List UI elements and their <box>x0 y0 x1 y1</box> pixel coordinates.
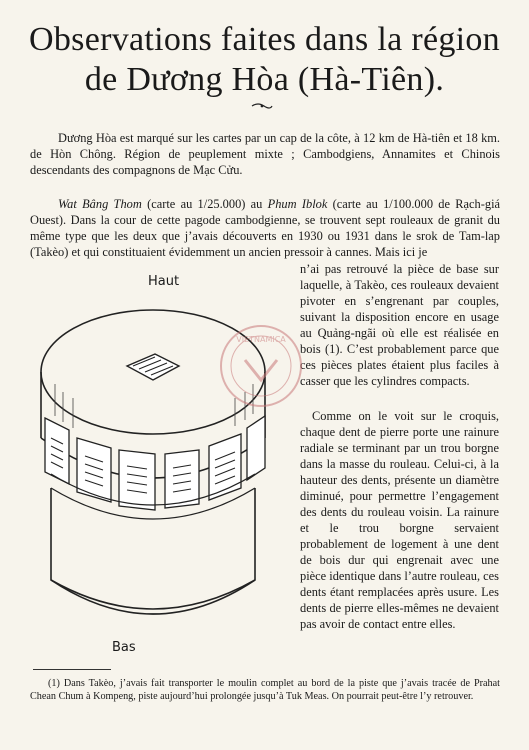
label-bottom: Bas <box>112 640 136 655</box>
library-stamp <box>215 320 307 412</box>
paragraph-2-continued <box>300 261 499 389</box>
page-title <box>20 20 509 100</box>
stamp-text: VIETNAMICA <box>236 335 286 344</box>
paragraph-3-text: Comme on le voit sur le croquis, chaque dent de pierre porte une rainure radiale se terminant par un trou borgne dans la masse du rouleau. Celui-ci, à la hauteur des dents, présente un diamètre diminué, pour permettre l’engagement des dents du rouleau voisin. La rainure et le trou borgne servaient probablement de logement à une dent de bois dur qui engrenait avec une pièce identique dans l’autre rouleau, ces dents étant remplacées après usure. Les dents de pierre elles-mêmes ne devaient pas avoir de contact entre elles. <box>300 409 499 631</box>
paragraph-2-part-b: (carte au 1/100.000 de Rạch-giá Ouest). Dans la cour de cette pagode cambodgienne, se trouvent sept rouleaux de granit du même type que les deux que j’avais découverts en 1930 ou 1931 dans le srok de Tam-lap (Takèo) et qui constituaient évidemment un ancien pressoir à cannes. Mais ici je <box>30 197 501 259</box>
paragraph-2-text <box>30 196 500 260</box>
paragraph-3 <box>300 408 499 632</box>
paragraph-2-part-a: (carte au 1/25.000) au <box>141 197 268 211</box>
paragraph-1-text: Dương Hòa est marqué sur les cartes par un cap de la côte, à 12 km de Hà-tiên et 18 km. de Hòn Chông. Région de peuplement mixte ; Cambodgiens, Annamites et Chinois descendants des compagnons de Mạc Cửu. <box>30 131 500 177</box>
title-line-2: de Dương Hòa (Hà-Tiên). <box>84 61 445 98</box>
footnote-rule <box>33 669 111 670</box>
wat-name: Wat Bâng Thom <box>58 197 142 211</box>
ornament-icon <box>250 102 274 110</box>
paragraph-2 <box>30 196 500 260</box>
phum-name: Phum Iblok <box>267 197 328 211</box>
paragraph-2-continued-text: n’ai pas retrouvé la pièce de base sur laquelle, à Takèo, ces rouleaux devaient pivoter en s’engrenant par couples, suivant la disposition encore en usage au Quảng-ngãi où elle est réalisée en bois (1). C’est probablement parce que ces pièces plates étaient plus faciles à casser que les cylindres compacts. <box>300 262 499 388</box>
footnote: (1) Dans Takèo, j’avais fait transporter le moulin complet au bord de la piste que j’avais tracée de Prahat Chean Chum à Kompeng, piste aujourd’hui prolongée jusqu’à Tuk Meas. On pourrait peut-être l’y retrouver. <box>30 678 500 702</box>
paragraph-1 <box>30 130 500 178</box>
label-top: Haut <box>148 274 180 289</box>
title-line-1: Observations faites dans la région <box>29 21 500 58</box>
